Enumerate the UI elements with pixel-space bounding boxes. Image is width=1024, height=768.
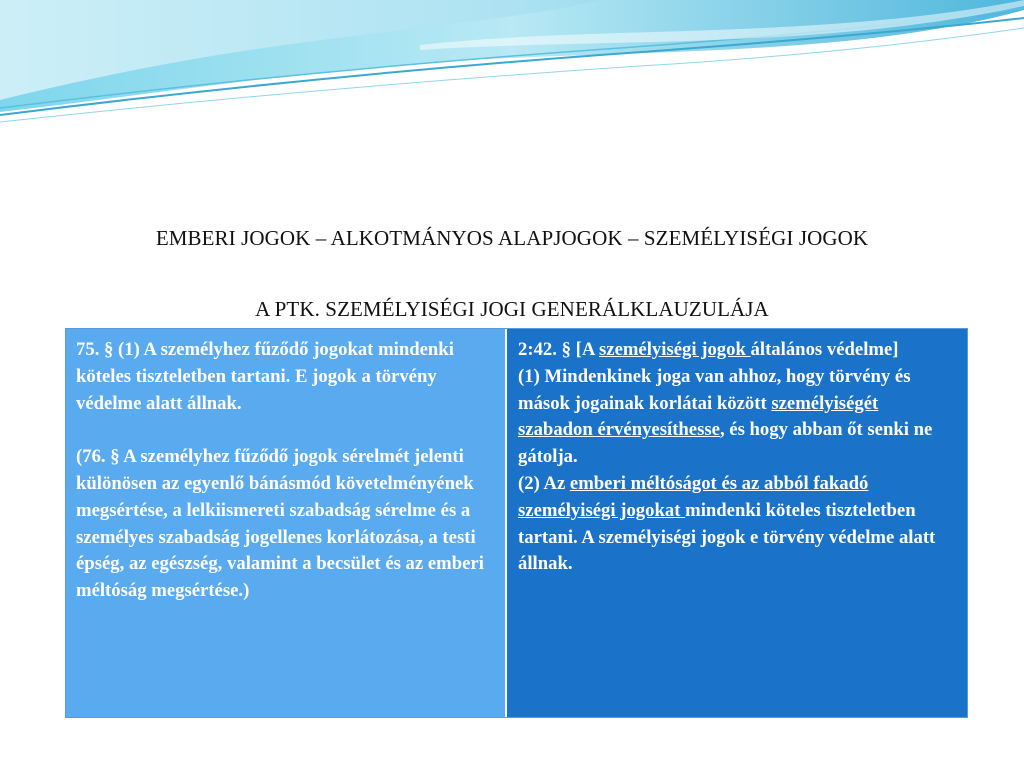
link-szemelyisegi-jogok[interactable]: személyiségi jogok [599, 339, 751, 360]
right-para-1: (1) Mindenkinek joga van ahhoz, hogy törvény és mások jogainak korlátai között személyiségét szabadon érvényesíthesse, és hogy abban őt senki ne gátolja. [518, 365, 933, 468]
left-cell-old-ptk [66, 329, 507, 717]
comparison-table [65, 328, 968, 718]
right-para-2: (2) Az emberi méltóságot és az abból fakadó személyiségi jogokat mindenki köteles tiszteletben tartani. A személyiségi jogok e törvény védelme alatt állnak. [518, 472, 936, 575]
slide-subtitle: A PTK. SZEMÉLYISÉGI JOGI GENERÁLKLAUZULÁJA [255, 297, 769, 321]
header-wave-decoration [0, 0, 1024, 130]
slide-title: EMBERI JOGOK – ALKOTMÁNYOS ALAPJOGOK – SZEMÉLYISÉGI JOGOK [155, 226, 869, 250]
right-cell-new-ptk [507, 329, 967, 717]
right-heading: 2:42. § [A személyiségi jogok általános védelme] [518, 339, 899, 360]
link-szemelyiseget-szabadon[interactable]: személyiségét szabadon érvényesíthesse [518, 392, 879, 441]
left-para-76: (76. § A személyhez fűződő jogok sérelmét jelenti különösen az egyenlő bánásmód követelményének megsértése, a lelkiismereti szabadság sérelme és a személyes szabadság jogellenes korlátozása, a testi épség, az egészség, valamint a becsület és az emberi méltóság megsértése.) [76, 446, 484, 602]
left-para-75: 75. § (1) A személyhez fűződő jogokat mindenki köteles tiszteletben tartani. E jogok a törvény védelme alatt állnak. [76, 339, 454, 414]
link-emberi-meltosagot[interactable]: emberi méltóságot és az abból fakadó személyiségi jogokat [518, 472, 869, 521]
